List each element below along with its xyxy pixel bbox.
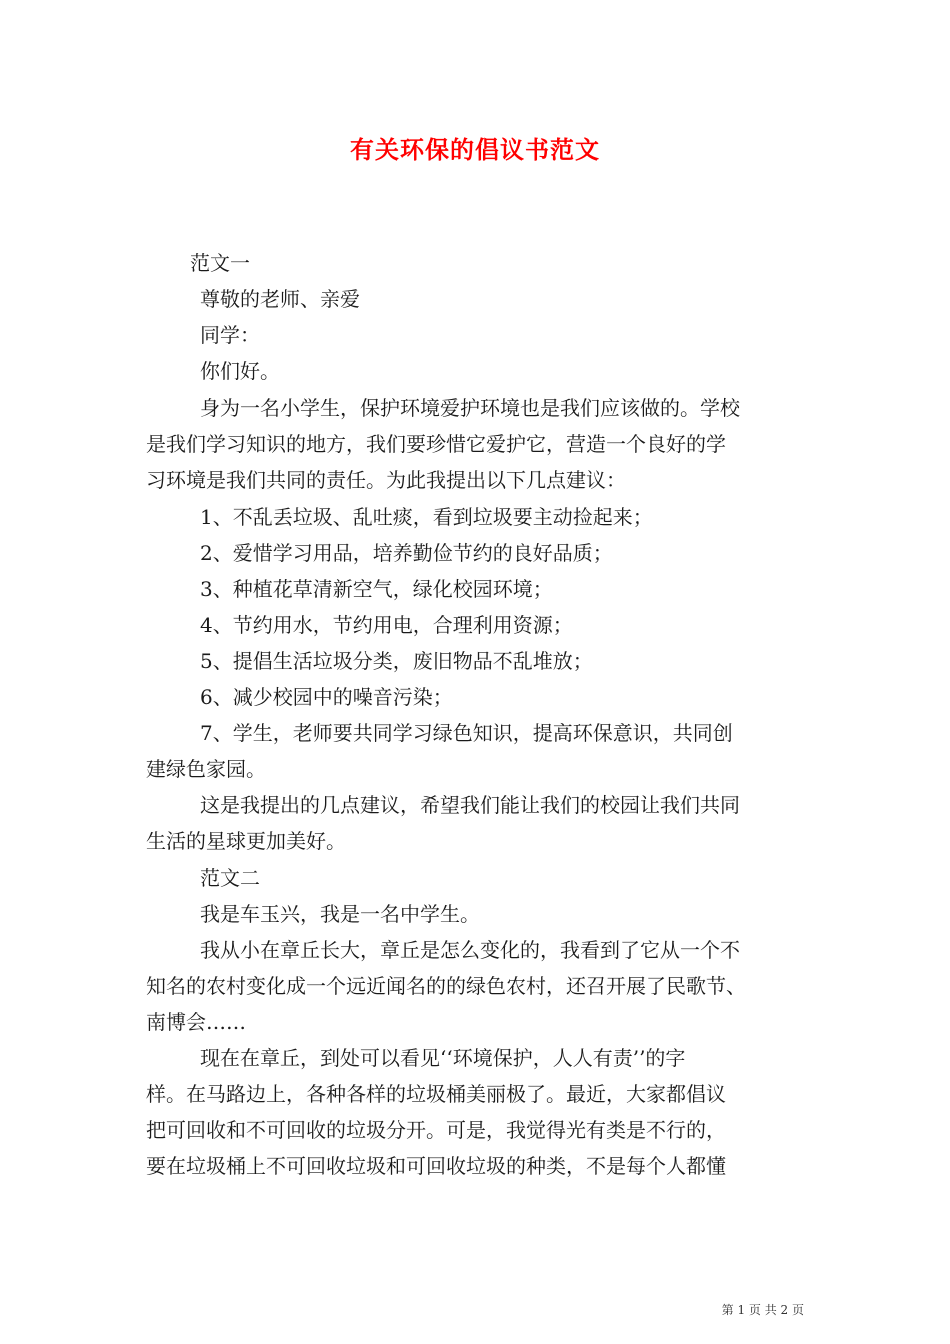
list-item-7-cont: 建绿色家园。 <box>146 757 266 781</box>
list-item-6: 6、减少校园中的噪音污染； <box>200 685 453 709</box>
list-item-3: 3、种植花草清新空气，绿化校园环境； <box>200 577 553 601</box>
paragraph-line: 要在垃圾桶上不可回收垃圾和可回收垃圾的种类，不是每个人都懂 <box>146 1154 726 1178</box>
document-title: 有关环保的倡议书范文 <box>350 135 600 164</box>
salutation-line-1: 尊敬的老师、亲爱 <box>200 287 360 311</box>
list-item-1: 1、不乱丢垃圾、乱吐痰，看到垃圾要主动捡起来； <box>200 505 653 529</box>
paragraph-line: 是我们学习知识的地方，我们要珍惜它爱护它，营造一个良好的学 <box>146 432 726 456</box>
page-number: 第 1 页 共 2 页 <box>721 1303 804 1317</box>
paragraph-line: 现在在章丘，到处可以看见‘‘环境保护，人人有责’’的字 <box>200 1046 686 1070</box>
paragraph-line: 习环境是我们共同的责任。为此我提出以下几点建议： <box>146 468 626 492</box>
paragraph-line: 我是车玉兴，我是一名中学生。 <box>200 902 480 926</box>
list-item-4: 4、节约用水，节约用电，合理利用资源； <box>200 613 573 637</box>
section-heading-1: 范文一 <box>190 251 250 275</box>
list-item-7: 7、学生，老师要共同学习绿色知识，提高环保意识，共同创 <box>200 721 733 745</box>
greeting-line: 你们好。 <box>200 359 280 383</box>
section-heading-2: 范文二 <box>200 866 260 890</box>
list-item-2: 2、爱惜学习用品，培养勤俭节约的良好品质； <box>200 541 613 565</box>
paragraph-line: 把可回收和不可回收的垃圾分开。可是，我觉得光有类是不行的， <box>146 1118 726 1142</box>
list-item-5: 5、提倡生活垃圾分类，废旧物品不乱堆放； <box>200 649 593 673</box>
paragraph-line: 身为一名小学生，保护环境爱护环境也是我们应该做的。学校 <box>200 396 740 420</box>
salutation-line-2: 同学： <box>200 323 260 347</box>
paragraph-line: 知名的农村变化成一个远近闻名的的绿色农村，还召开展了民歌节、 <box>146 974 746 998</box>
paragraph-line: 南博会…… <box>146 1010 246 1034</box>
paragraph-line: 样。在马路边上，各种各样的垃圾桶美丽极了。最近，大家都倡议 <box>146 1082 726 1106</box>
paragraph-line: 生活的星球更加美好。 <box>146 829 346 853</box>
paragraph-line: 我从小在章丘长大，章丘是怎么变化的，我看到了它从一个不 <box>200 938 740 962</box>
paragraph-line: 这是我提出的几点建议，希望我们能让我们的校园让我们共同 <box>200 793 740 817</box>
